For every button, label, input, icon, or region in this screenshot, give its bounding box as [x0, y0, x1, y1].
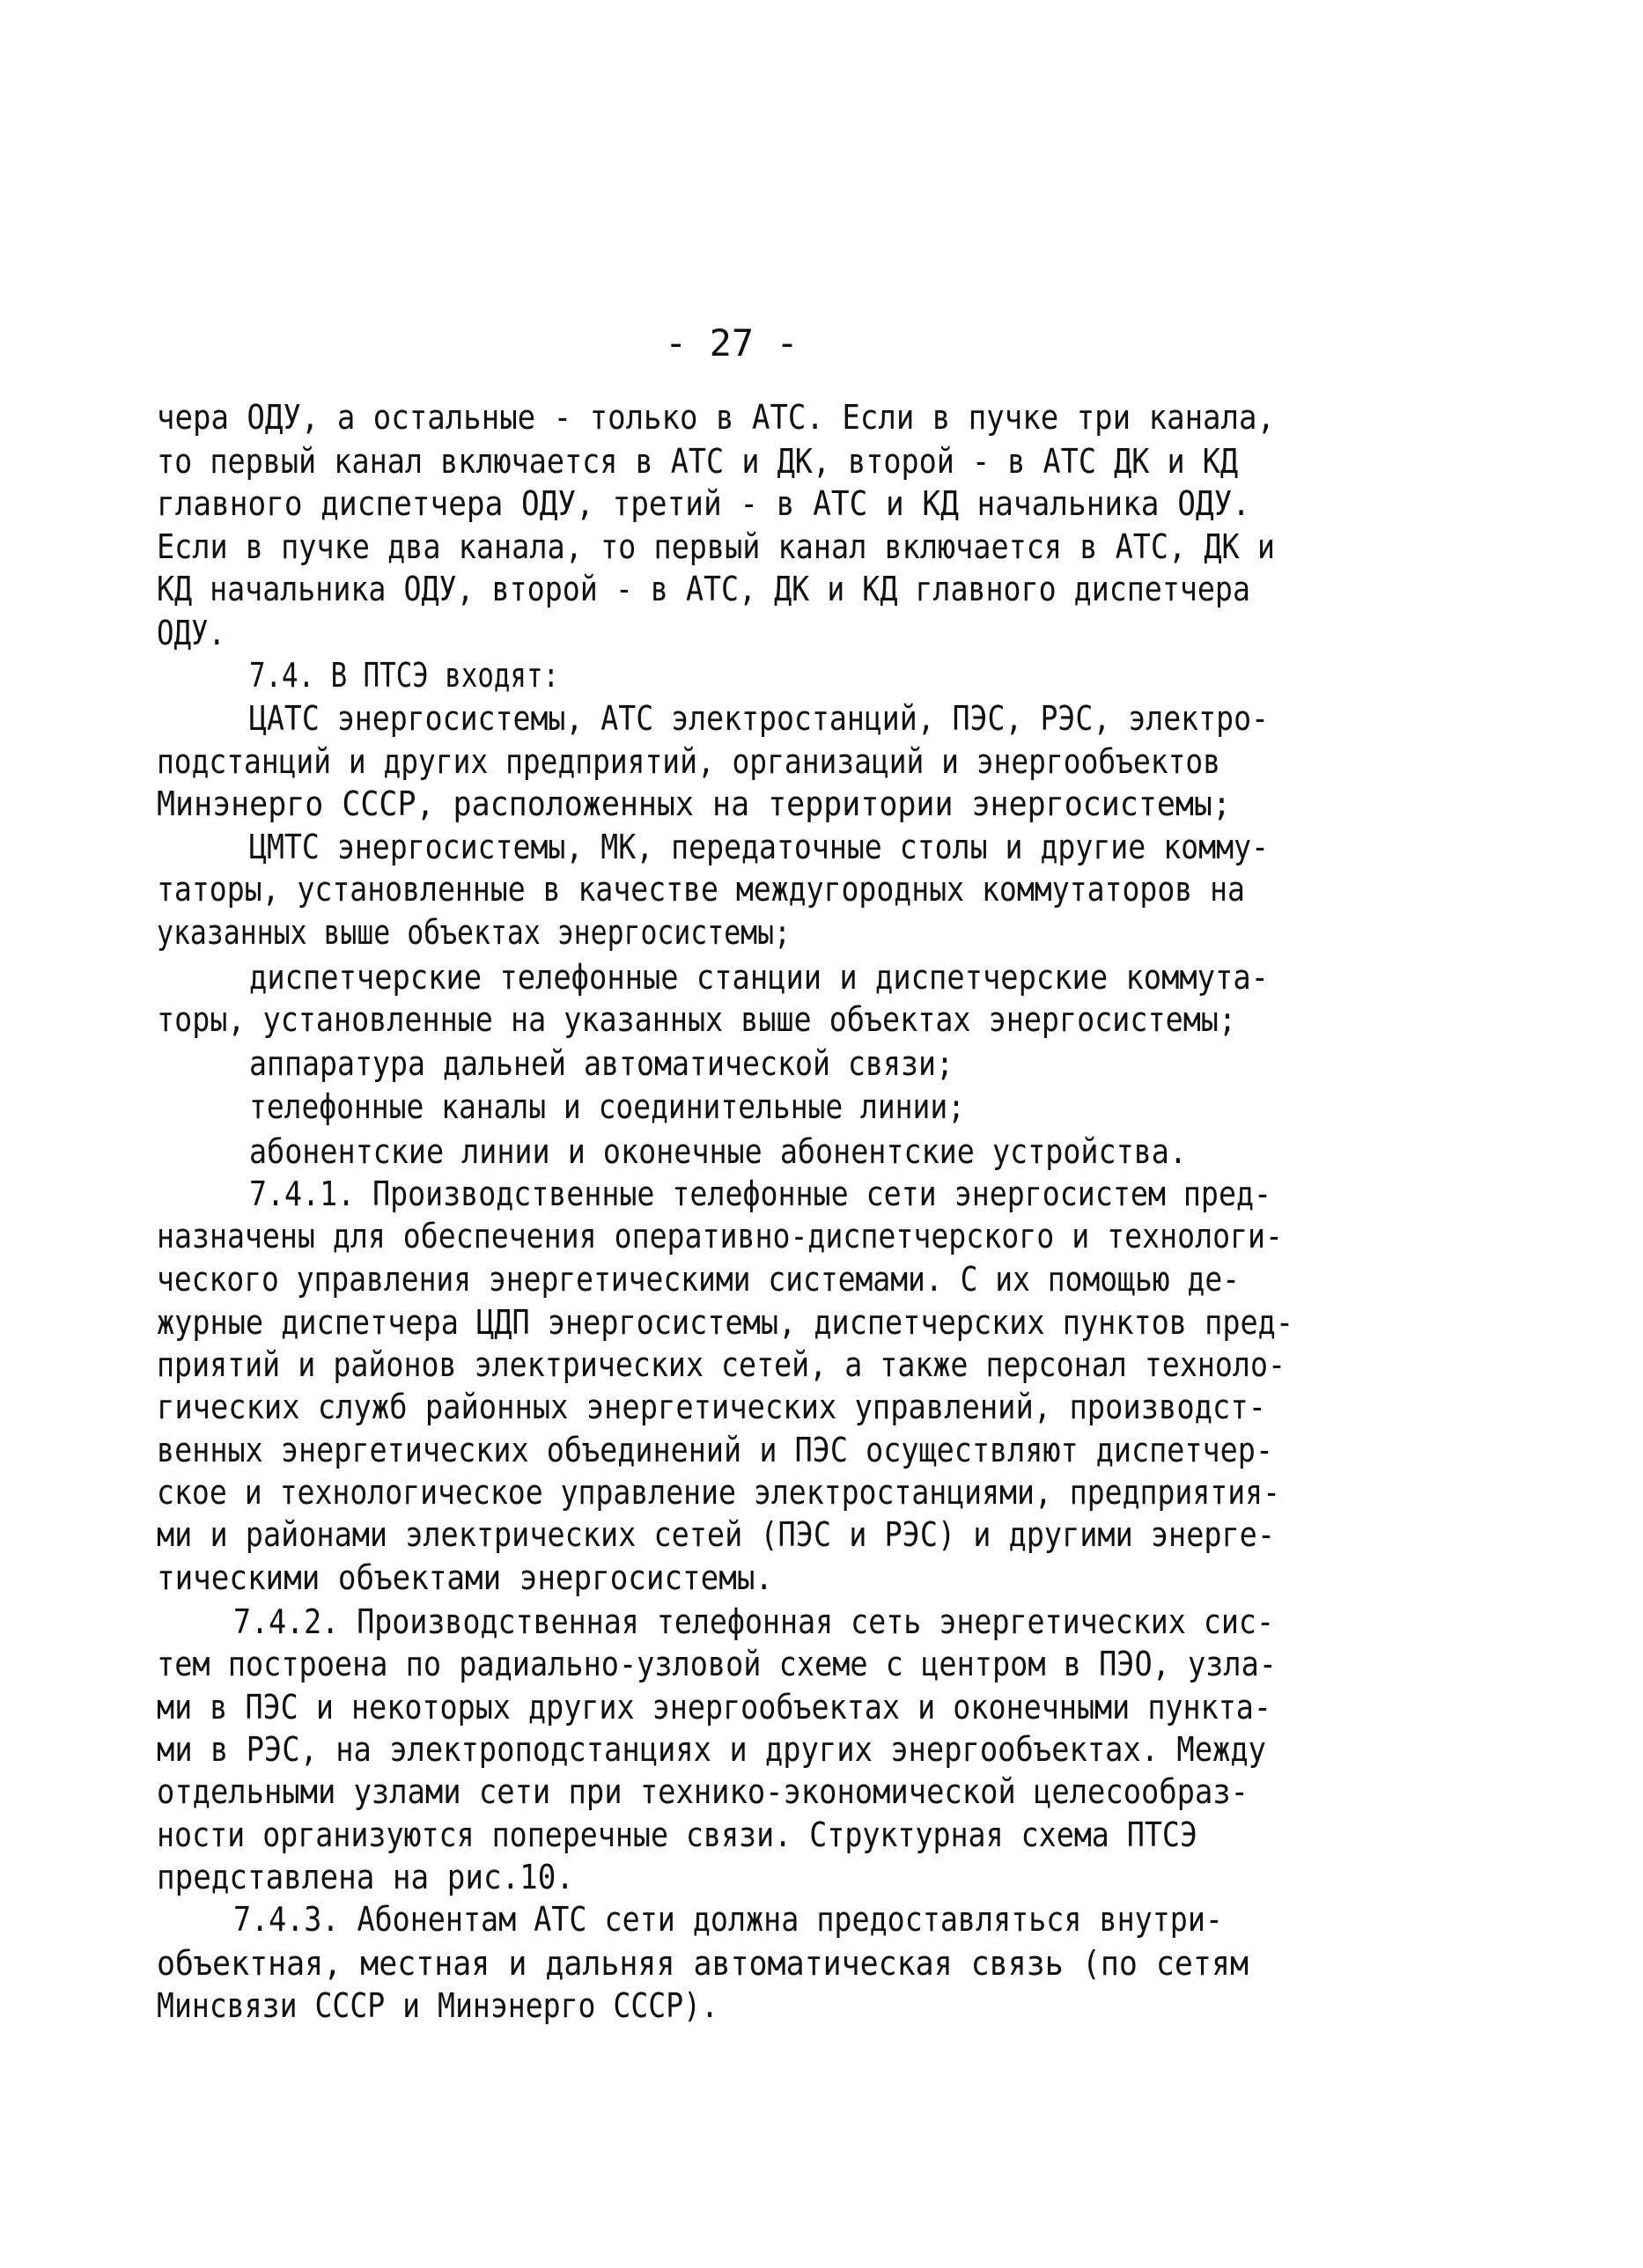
text-line: 7.4.3. Абонентам АТС сети должна предоставляться внутри- [233, 1900, 1223, 1939]
text-line: таторы, установленные в качестве междугородных коммутаторов на [157, 870, 1245, 909]
text-line: ское и технологическое управление электростанциями, предприятия- [157, 1473, 1280, 1512]
text-line: венных энергетических объединений и ПЭС осуществляют диспетчер- [157, 1431, 1273, 1469]
text-line: аппаратура дальней автоматической связи; [249, 1044, 954, 1083]
text-line: главного диспетчера ОДУ, третий - в АТС и КД начальника ОДУ. [157, 484, 1250, 523]
text-line: ЦМТС энергосистемы, МК, передаточные столы и другие комму- [249, 828, 1269, 866]
text-line: указанных выше объектах энергосистемы; [157, 913, 791, 952]
text-line: ческого управления энергетическими системами. С их помощью де- [157, 1260, 1240, 1299]
text-line: то первый канал включается в АТС и ДК, второй - в АТС ДК и КД [157, 442, 1238, 481]
text-line: журные диспетчера ЦДП энергосистемы, диспетчерских пунктов пред- [157, 1303, 1293, 1342]
text-line: 7.4.2. Производственная телефонная сеть энергетических сис- [233, 1602, 1274, 1641]
text-line: диспетчерские телефонные станции и диспетчерские коммута- [249, 958, 1269, 997]
text-line: тем построена по радиально-узловой схеме с центром в ПЭО, узла- [157, 1645, 1277, 1683]
text-line: представлена на рис.10. [157, 1858, 574, 1896]
text-line: Если в пучке два канала, то первый канал включается в АТС, ДК и [157, 527, 1275, 566]
text-line: КД начальника ОДУ, второй - в АТС, ДК и КД главного диспетчера [157, 570, 1250, 608]
text-line: ности организуются поперечные связи. Структурная схема ПТСЭ [157, 1815, 1197, 1854]
page-number: - 27 - [665, 321, 799, 364]
text-line: телефонные каналы и соединительные линии; [249, 1087, 965, 1126]
text-line: отдельными узлами сети при технико-экономической целесообраз- [157, 1772, 1249, 1811]
text-line: приятий и районов электрических сетей, а также персонал техноло- [157, 1345, 1286, 1384]
text-line: торы, установленные на указанных выше объектах энергосистемы; [157, 1000, 1236, 1039]
text-line: чера ОДУ, а остальные - только в АТС. Если в пучке три канала, [157, 398, 1275, 437]
text-line: назначены для обеспечения оперативно-диспетчерского и технологи- [157, 1217, 1283, 1256]
text-line: гических служб районных энергетических управлений, производст- [157, 1388, 1266, 1426]
text-line: абонентские линии и оконечные абонентские устройства. [249, 1132, 1187, 1171]
text-line: ми и районами электрических сетей (ПЭС и РЭС) и другими энерге- [157, 1515, 1275, 1554]
text-line: подстанций и других предприятий, организаций и энергообъектов [157, 742, 1220, 781]
text-line: объектная, местная и дальняя автоматическая связь (по сетям [157, 1944, 1249, 1983]
text-line: 7.4. В ПТСЭ входят: [249, 656, 559, 695]
text-line: ОДУ. [157, 614, 225, 652]
text-line: Минэнерго СССР, расположенных на территории энергосистемы; [157, 784, 1231, 823]
text-line: ЦАТС энергосистемы, АТС электростанций, ПЭС, РЭС, электро- [249, 699, 1269, 738]
text-line: ми в ПЭС и некоторых других энергообъектах и оконечными пункта- [157, 1688, 1271, 1727]
text-line: ми в РЭС, на электроподстанциях и других энергообъектах. Между [157, 1730, 1266, 1769]
text-line: Минсвязи СССР и Минэнерго СССР). [157, 1986, 718, 2025]
text-line: 7.4.1. Производственные телефонные сети энергосистем пред- [249, 1174, 1271, 1213]
text-line: тическими объектами энергосистемы. [157, 1558, 773, 1597]
